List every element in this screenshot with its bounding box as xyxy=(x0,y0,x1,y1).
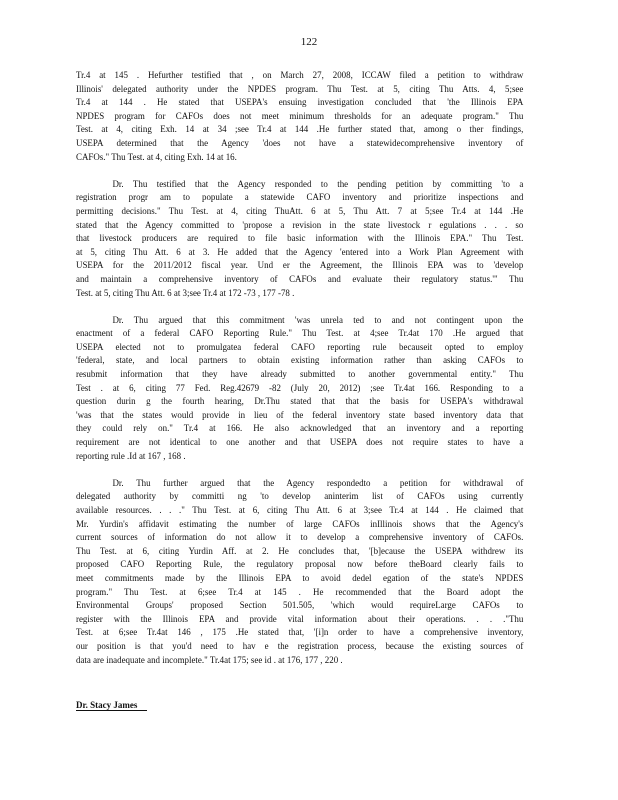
text-line: delegated authority by committi ng 'to develop aninterim list of CAFOs using currently xyxy=(76,492,524,503)
text-line: available resources. . . ." Thu Test. at 6, citing Thu Att. 6 at 3;see Tr.4 at 144 . He claimed that xyxy=(76,506,524,516)
text-line: data are inadequate and incomplete." Tr.4at 175; see id . at 176, 177 , 220 . xyxy=(76,655,343,666)
text-line: at 5, citing Thu Att. 6 at 3. He added that the Agency 'entered into a Work Plan Agreement with xyxy=(76,247,524,258)
text-line: USEPA elected not to promulgatea federal CAFO reporting rule becauseit opted to employ xyxy=(76,342,524,353)
paragraph-gap xyxy=(76,165,523,179)
section-heading: Dr. Stacy James xyxy=(76,700,147,711)
text-line: requirement are not identical to one another and that USEPA does not require states to have a xyxy=(76,438,524,449)
text-line: register with the Illinois EPA and provide vital information about their operations. . . ."Thu xyxy=(76,614,524,625)
text-line: enactment of a federal CAFO Reporting Rule." Thu Test. at 4;see Tr.4at 170 .He argued that xyxy=(76,329,524,340)
paragraph xyxy=(76,315,523,465)
text-line: 'federal, state, and local partners to obtain existing information rather than asking CAFOs to xyxy=(76,356,524,367)
text-line: Thu Test. at 6, citing Yurdin Aff. at 2. He concludes that, '[b]ecause the USEPA withdrew its xyxy=(76,546,524,557)
text-line: meet commitments made by the Illinois EPA to avoid dedel egation of the state's NPDES xyxy=(76,573,524,584)
text-line: Environmental Groups' proposed Section 501.505, 'which would requireLarge CAFOs to xyxy=(76,601,524,612)
text-line: reporting rule .Id at 167 , 168 . xyxy=(76,451,186,462)
text-line: that livestock producers are required to file basic information with the Illinois EPA." Thu Test. xyxy=(76,234,524,245)
text-line: Tr.4 at 145 . Hefurther testified that , on March 27, 2008, ICCAW filed a petition to withdraw xyxy=(76,71,524,81)
text-line: stated that the Agency committed to 'propose a revision in the state livestock r egulations . . . so xyxy=(76,220,524,231)
paragraph xyxy=(76,179,523,301)
text-line: and maintain a comprehensive inventory of CAFOs and evaluate their regulatory status.'" Thu xyxy=(76,274,524,285)
page-number: 122 xyxy=(300,36,318,48)
text-line: program." Thu Test. at 6;see Tr.4 at 145 . He recommended that the Board adopt the xyxy=(76,587,524,598)
text-line: USEPA for the 2011/2012 fiscal year. Und er the Agreement, the Illinois EPA was to 'develop xyxy=(76,261,524,272)
text-line: USEPA determined that the Agency 'does not have a statewidecomprehensive inventory of xyxy=(76,138,524,149)
text-line: Mr. Yurdin's affidavit estimating the number of large CAFOs inIllinois shows that the Agency's xyxy=(76,519,524,530)
body-text xyxy=(76,70,523,668)
text-line: Test. at 6;see Tr.4at 146 , 175 .He stated that, '[i]n order to have a comprehensive inventory, xyxy=(76,628,524,639)
text-line: Dr. Thu testified that the Agency responded to the pending petition by committing 'to a xyxy=(112,179,524,190)
text-line: Dr. Thu argued that this commitment 'was unrela ted to and not contingent upon the xyxy=(112,315,524,326)
text-line: Illinois' delegated authority under the NPDES program. Thu Test. at 5, citing Thu Atts. 4, 5;see xyxy=(76,84,524,95)
text-line: proposed CAFO Reporting Rule, the regulatory proposal now before theBoard clearly fails to xyxy=(76,560,524,571)
text-line: current sources of information do not allow it to develop a comprehensive inventory of CAFOs. xyxy=(76,533,524,544)
text-line: Test . at 6, citing 77 Fed. Reg.42679 -82 (July 20, 2012) ;see Tr.4at 166. Responding to a xyxy=(76,383,524,394)
text-line: 'was that the states would provide in lieu of the federal inventory state based inventory data that xyxy=(76,410,524,421)
text-line: Tr.4 at 144 . He stated that USEPA's ensuing investigation concluded that 'the Illinois EPA xyxy=(76,98,524,109)
text-line: Test. at 4, citing Exh. 14 at 34 ;see Tr.4 at 144 .He further stated that, among o ther findings, xyxy=(76,125,524,136)
text-line: registration progr am to populate a statewide CAFO inventory and prioritize inspections and xyxy=(76,193,524,204)
paragraph xyxy=(76,478,523,668)
text-line: Dr. Thu further argued that the Agency respondedto a petition for withdrawal of xyxy=(112,478,524,489)
text-line: permitting decisions." Thu Test. at 4, citing ThuAtt. 6 at 5, Thu Att. 7 at 5;see Tr.4 at 144 .He xyxy=(76,206,524,217)
text-line: NPDES program for CAFOs does not meet minimum thresholds for an adequate program." Thu xyxy=(76,111,524,122)
paragraph-gap xyxy=(76,464,523,478)
text-line: question durin g the fourth hearing, Dr.Thu stated that that the basis for USEPA's withdrawal xyxy=(76,397,524,408)
text-line: they could rely on." Tr.4 at 166. He also acknowledged that an inventory and a reporting xyxy=(76,424,524,435)
text-line: Test. at 5, citing Thu Att. 6 at 3;see Tr.4 at 172 -73 , 177 -78 . xyxy=(76,288,295,299)
text-line: resubmit information that they have already submitted to another governmental entity." Thu xyxy=(76,370,524,381)
text-line: CAFOs." Thu Test. at 4, citing Exh. 14 at 16. xyxy=(76,152,237,163)
text-line: our position is that you'd need to hav e the registration process, because the existing sources of xyxy=(76,641,524,652)
paragraph-gap xyxy=(76,301,523,315)
paragraph xyxy=(76,70,523,165)
